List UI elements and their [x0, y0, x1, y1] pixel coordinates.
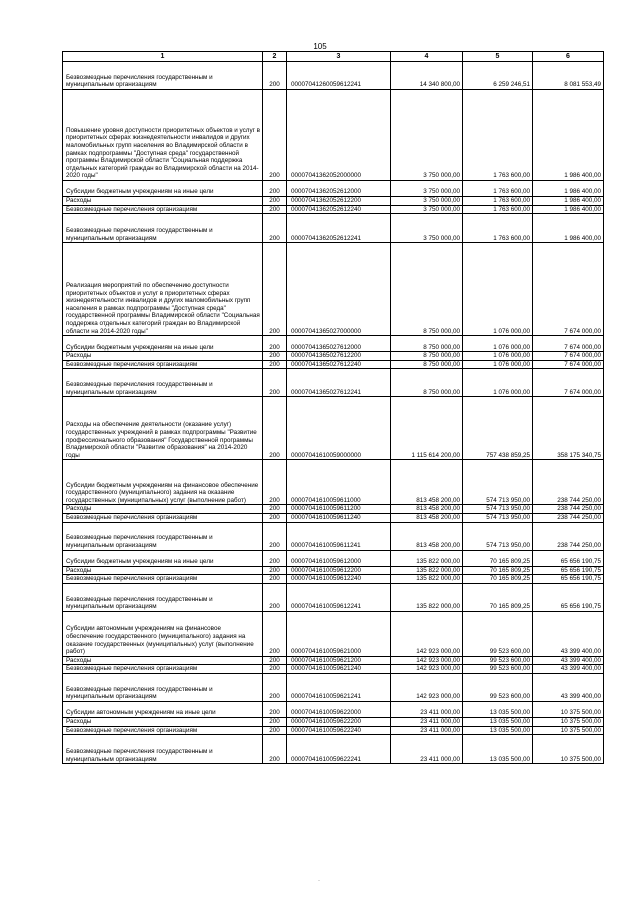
- row-executed-amount: 574 713 950,00: [463, 505, 533, 514]
- row-budget-code: 00007041610059611000: [287, 460, 391, 505]
- row-line-code: 200: [263, 214, 287, 243]
- table-row: [63, 360, 604, 369]
- row-remaining-amount: 238 744 250,00: [533, 460, 604, 505]
- row-label: Расходы: [63, 656, 263, 665]
- row-remaining-amount: 10 375 500,00: [533, 701, 604, 717]
- row-executed-amount: 70 165 809,25: [463, 550, 533, 566]
- row-approved-amount: 142 923 000,00: [391, 656, 463, 665]
- row-remaining-amount: 43 399 400,00: [533, 656, 604, 665]
- table-row: [63, 611, 604, 656]
- table-row: [63, 336, 604, 352]
- row-label: Расходы: [63, 352, 263, 361]
- row-executed-amount: 574 713 950,00: [463, 522, 533, 550]
- row-budget-code: 00007041610059622240: [287, 726, 391, 735]
- row-label: Безвозмездные перечисления организациям: [63, 205, 263, 214]
- row-budget-code: 00007041610059612240: [287, 575, 391, 584]
- row-remaining-amount: 65 656 190,75: [533, 550, 604, 566]
- row-line-code: 200: [263, 62, 287, 90]
- row-remaining-amount: 1 986 400,00: [533, 90, 604, 181]
- row-approved-amount: 135 822 000,00: [391, 583, 463, 611]
- table-row: [63, 397, 604, 460]
- row-approved-amount: 1 115 614 200,00: [391, 397, 463, 460]
- table-row: [63, 550, 604, 566]
- row-label: Расходы: [63, 717, 263, 726]
- row-remaining-amount: 7 674 000,00: [533, 352, 604, 361]
- row-label: Безвозмездные перечисления государственным и муниципальным организациям: [63, 583, 263, 611]
- row-label: Расходы: [63, 566, 263, 575]
- row-label: Субсидии бюджетным учреждениям на финансовое обеспечение государственного (муниципального) задания на оказание государственных (муниципальных) услуг (выполнение работ): [63, 460, 263, 505]
- row-budget-code: 00007041610059612241: [287, 583, 391, 611]
- row-line-code: 200: [263, 583, 287, 611]
- row-budget-code: 00007041610059622241: [287, 735, 391, 764]
- row-line-code: 200: [263, 566, 287, 575]
- budget-table-container: [62, 51, 603, 764]
- row-label: Субсидии бюджетным учреждениям на иные цели: [63, 336, 263, 352]
- row-remaining-amount: 10 375 500,00: [533, 726, 604, 735]
- row-approved-amount: 3 750 000,00: [391, 214, 463, 243]
- row-label: Расходы на обеспечение деятельности (оказание услуг) государственных учреждений в рамках подпрограммы "Развитие профессионального образования" Государственной программы Владимирской области "Развитие образования" на 2014-2020 годы: [63, 397, 263, 460]
- row-budget-code: 00007041610059611240: [287, 513, 391, 522]
- row-budget-code: 00007041610059621241: [287, 673, 391, 701]
- table-row: [63, 522, 604, 550]
- row-executed-amount: 574 713 950,00: [463, 513, 533, 522]
- row-line-code: 200: [263, 665, 287, 674]
- row-executed-amount: 70 165 809,25: [463, 566, 533, 575]
- row-label: Безвозмездные перечисления государственным и муниципальным организациям: [63, 522, 263, 550]
- row-label: Расходы: [63, 197, 263, 206]
- row-approved-amount: 3 750 000,00: [391, 181, 463, 197]
- row-remaining-amount: 1 986 400,00: [533, 214, 604, 243]
- row-label: Безвозмездные перечисления организациям: [63, 726, 263, 735]
- row-remaining-amount: 43 399 400,00: [533, 611, 604, 656]
- row-line-code: 200: [263, 656, 287, 665]
- row-budget-code: 00007041365027612241: [287, 369, 391, 397]
- table-row: [63, 205, 604, 214]
- row-executed-amount: 1 763 600,00: [463, 90, 533, 181]
- row-executed-amount: 574 713 950,00: [463, 460, 533, 505]
- scan-mark: ·: [318, 878, 320, 884]
- table-header-row: [63, 52, 604, 62]
- row-budget-code: 00007041362052612240: [287, 205, 391, 214]
- row-label: Безвозмездные перечисления государственным и муниципальным организациям: [63, 673, 263, 701]
- row-line-code: 200: [263, 205, 287, 214]
- table-row: [63, 583, 604, 611]
- row-remaining-amount: 65 656 190,75: [533, 575, 604, 584]
- row-line-code: 200: [263, 735, 287, 764]
- row-approved-amount: 8 750 000,00: [391, 336, 463, 352]
- row-budget-code: 00007041610059621240: [287, 665, 391, 674]
- row-budget-code: 00007041362052000000: [287, 90, 391, 181]
- row-executed-amount: 70 165 809,25: [463, 575, 533, 584]
- column-header: 4: [391, 52, 463, 62]
- row-remaining-amount: 1 986 400,00: [533, 181, 604, 197]
- row-approved-amount: 142 923 000,00: [391, 673, 463, 701]
- row-approved-amount: 23 411 000,00: [391, 701, 463, 717]
- row-approved-amount: 8 750 000,00: [391, 243, 463, 336]
- row-line-code: 200: [263, 369, 287, 397]
- row-budget-code: 00007041362052612241: [287, 214, 391, 243]
- table-body: [63, 62, 604, 764]
- row-approved-amount: 8 750 000,00: [391, 352, 463, 361]
- table-row: [63, 214, 604, 243]
- row-line-code: 200: [263, 575, 287, 584]
- row-line-code: 200: [263, 505, 287, 514]
- table-row: [63, 726, 604, 735]
- row-executed-amount: 1 076 000,00: [463, 243, 533, 336]
- row-remaining-amount: 65 656 190,75: [533, 566, 604, 575]
- table-row: [63, 673, 604, 701]
- row-label: Безвозмездные перечисления организациям: [63, 513, 263, 522]
- row-executed-amount: 99 523 600,00: [463, 673, 533, 701]
- row-line-code: 200: [263, 243, 287, 336]
- row-label: Субсидии автономным учреждениям на финансовое обеспечение государственного (муниципального) задания на оказание государственных (муниципальных) услуг (выполнение работ): [63, 611, 263, 656]
- table-row: [63, 243, 604, 336]
- row-line-code: 200: [263, 513, 287, 522]
- row-budget-code: 00007041610059622200: [287, 717, 391, 726]
- row-remaining-amount: 7 674 000,00: [533, 336, 604, 352]
- row-approved-amount: 135 822 000,00: [391, 575, 463, 584]
- budget-table: [62, 51, 604, 764]
- row-executed-amount: 13 035 500,00: [463, 701, 533, 717]
- table-row: [63, 505, 604, 514]
- row-executed-amount: 1 763 600,00: [463, 214, 533, 243]
- row-line-code: 200: [263, 701, 287, 717]
- row-line-code: 200: [263, 726, 287, 735]
- row-remaining-amount: 7 674 000,00: [533, 243, 604, 336]
- row-label: Субсидии бюджетным учреждениям на иные цели: [63, 181, 263, 197]
- table-row: [63, 717, 604, 726]
- row-remaining-amount: 238 744 250,00: [533, 522, 604, 550]
- row-executed-amount: 6 259 246,51: [463, 62, 533, 90]
- row-line-code: 200: [263, 717, 287, 726]
- row-approved-amount: 813 458 200,00: [391, 505, 463, 514]
- row-executed-amount: 1 763 600,00: [463, 197, 533, 206]
- row-label: Субсидии бюджетным учреждениям на иные цели: [63, 550, 263, 566]
- row-line-code: 200: [263, 336, 287, 352]
- row-line-code: 200: [263, 90, 287, 181]
- column-header: 1: [63, 52, 263, 62]
- row-remaining-amount: 43 399 400,00: [533, 673, 604, 701]
- row-budget-code: 00007041365027612240: [287, 360, 391, 369]
- table-row: [63, 575, 604, 584]
- row-budget-code: 00007041365027612000: [287, 336, 391, 352]
- column-header: 3: [287, 52, 391, 62]
- table-row: [63, 62, 604, 90]
- row-remaining-amount: 358 175 340,75: [533, 397, 604, 460]
- row-line-code: 200: [263, 197, 287, 206]
- row-budget-code: 00007041610059612200: [287, 566, 391, 575]
- row-remaining-amount: 8 081 553,49: [533, 62, 604, 90]
- row-budget-code: 00007041610059621200: [287, 656, 391, 665]
- row-line-code: 200: [263, 611, 287, 656]
- row-budget-code: 00007041610059611241: [287, 522, 391, 550]
- row-label: Субсидии автономным учреждениям на иные цели: [63, 701, 263, 717]
- row-approved-amount: 23 411 000,00: [391, 717, 463, 726]
- row-approved-amount: 142 923 000,00: [391, 665, 463, 674]
- row-label: Безвозмездные перечисления государственным и муниципальным организациям: [63, 735, 263, 764]
- row-budget-code: 00007041365027000000: [287, 243, 391, 336]
- table-row: [63, 369, 604, 397]
- row-remaining-amount: 10 375 500,00: [533, 717, 604, 726]
- row-label: Повышение уровня доступности приоритетных объектов и услуг в приоритетных сферах жизнедеятельности инвалидов и других маломобильных групп населения во Владимирской области в рамках подпрограммы "Доступная среда" государственной программы Владимирской области "Социальная поддержка отдельных категорий граждан во Владимирской области на 2014-2020 годы": [63, 90, 263, 181]
- row-approved-amount: 3 750 000,00: [391, 90, 463, 181]
- page-number: 105: [313, 42, 327, 51]
- row-line-code: 200: [263, 673, 287, 701]
- row-budget-code: 00007041260059612241: [287, 62, 391, 90]
- row-approved-amount: 135 822 000,00: [391, 550, 463, 566]
- row-budget-code: 00007041365027612200: [287, 352, 391, 361]
- row-budget-code: 00007041362052612200: [287, 197, 391, 206]
- row-budget-code: 00007041362052612000: [287, 181, 391, 197]
- row-executed-amount: 99 523 600,00: [463, 656, 533, 665]
- row-remaining-amount: 43 399 400,00: [533, 665, 604, 674]
- row-executed-amount: 13 035 500,00: [463, 726, 533, 735]
- row-approved-amount: 813 458 200,00: [391, 513, 463, 522]
- row-remaining-amount: 10 375 500,00: [533, 735, 604, 764]
- row-budget-code: 00007041610059000000: [287, 397, 391, 460]
- row-label: Безвозмездные перечисления организациям: [63, 360, 263, 369]
- row-approved-amount: 813 458 200,00: [391, 522, 463, 550]
- row-label: Безвозмездные перечисления государственным и муниципальным организациям: [63, 214, 263, 243]
- row-approved-amount: 142 923 000,00: [391, 611, 463, 656]
- row-line-code: 200: [263, 181, 287, 197]
- row-line-code: 200: [263, 522, 287, 550]
- row-executed-amount: 757 438 859,25: [463, 397, 533, 460]
- row-approved-amount: 23 411 000,00: [391, 735, 463, 764]
- row-line-code: 200: [263, 460, 287, 505]
- row-budget-code: 00007041610059622000: [287, 701, 391, 717]
- row-budget-code: 00007041610059612000: [287, 550, 391, 566]
- row-executed-amount: 1 763 600,00: [463, 205, 533, 214]
- row-remaining-amount: 1 986 400,00: [533, 197, 604, 206]
- row-label: Безвозмездные перечисления организациям: [63, 665, 263, 674]
- table-row: [63, 513, 604, 522]
- row-executed-amount: 1 076 000,00: [463, 360, 533, 369]
- row-remaining-amount: 238 744 250,00: [533, 505, 604, 514]
- table-row: [63, 197, 604, 206]
- row-executed-amount: 1 076 000,00: [463, 352, 533, 361]
- row-approved-amount: 14 340 800,00: [391, 62, 463, 90]
- row-approved-amount: 135 822 000,00: [391, 566, 463, 575]
- row-remaining-amount: 1 986 400,00: [533, 205, 604, 214]
- row-label: Безвозмездные перечисления государственным и муниципальным организациям: [63, 369, 263, 397]
- row-line-code: 200: [263, 352, 287, 361]
- row-line-code: 200: [263, 360, 287, 369]
- row-approved-amount: 23 411 000,00: [391, 726, 463, 735]
- row-executed-amount: 13 035 500,00: [463, 717, 533, 726]
- row-executed-amount: 99 523 600,00: [463, 611, 533, 656]
- table-row: [63, 181, 604, 197]
- row-budget-code: 00007041610059621000: [287, 611, 391, 656]
- row-executed-amount: 1 763 600,00: [463, 181, 533, 197]
- table-row: [63, 735, 604, 764]
- row-label: Реализация мероприятий по обеспечению доступности приоритетных объектов и услуг в приоритетных сферах жизнедеятельности инвалидов и других маломобильных групп населения в рамках подпрограммы "Доступная среда" государственной программы Владимирской области "Социальная поддержка отдельных категорий граждан во Владимирской области на 2014-2020 годы": [63, 243, 263, 336]
- table-row: [63, 701, 604, 717]
- table-row: [63, 665, 604, 674]
- row-remaining-amount: 65 656 190,75: [533, 583, 604, 611]
- table-row: [63, 460, 604, 505]
- column-header: 6: [533, 52, 604, 62]
- row-budget-code: 00007041610059611200: [287, 505, 391, 514]
- row-approved-amount: 813 458 200,00: [391, 460, 463, 505]
- table-row: [63, 656, 604, 665]
- row-executed-amount: 1 076 000,00: [463, 369, 533, 397]
- row-approved-amount: 8 750 000,00: [391, 369, 463, 397]
- row-label: Безвозмездные перечисления организациям: [63, 575, 263, 584]
- row-line-code: 200: [263, 397, 287, 460]
- row-label: Расходы: [63, 505, 263, 514]
- row-approved-amount: 3 750 000,00: [391, 205, 463, 214]
- table-row: [63, 352, 604, 361]
- row-label: Безвозмездные перечисления государственным и муниципальным организациям: [63, 62, 263, 90]
- row-remaining-amount: 7 674 000,00: [533, 369, 604, 397]
- row-executed-amount: 99 523 600,00: [463, 665, 533, 674]
- row-approved-amount: 8 750 000,00: [391, 360, 463, 369]
- column-header: 2: [263, 52, 287, 62]
- column-header: 5: [463, 52, 533, 62]
- row-executed-amount: 1 076 000,00: [463, 336, 533, 352]
- table-row: [63, 566, 604, 575]
- row-remaining-amount: 238 744 250,00: [533, 513, 604, 522]
- row-executed-amount: 13 035 500,00: [463, 735, 533, 764]
- row-line-code: 200: [263, 550, 287, 566]
- table-row: [63, 90, 604, 181]
- row-remaining-amount: 7 674 000,00: [533, 360, 604, 369]
- row-approved-amount: 3 750 000,00: [391, 197, 463, 206]
- row-executed-amount: 70 165 809,25: [463, 583, 533, 611]
